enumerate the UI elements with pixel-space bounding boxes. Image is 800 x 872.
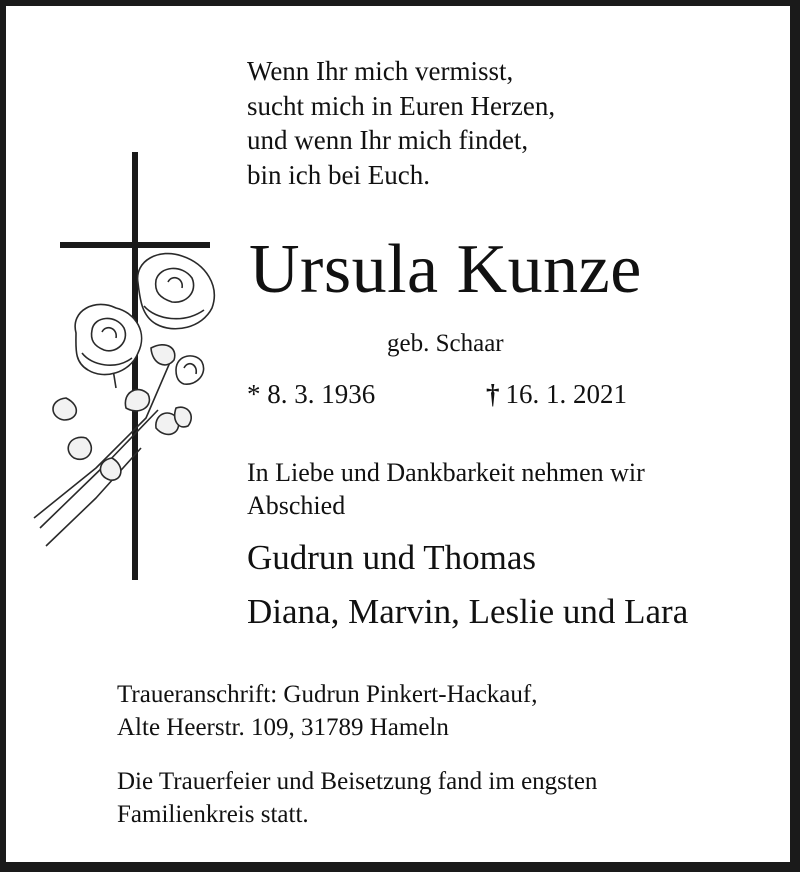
mourning-address xyxy=(117,678,717,744)
death-date-row xyxy=(486,377,627,411)
ceremony-line: Die Trauerfeier und Beisetzung fand im engsten xyxy=(117,768,598,795)
address-line: Traueranschrift: Gudrun Pinkert-Hackauf, xyxy=(117,681,538,708)
address-line: Alte Heerstr. 109, 31789 Hameln xyxy=(117,714,449,741)
family-line: Diana, Marvin, Leslie und Lara xyxy=(247,592,689,631)
cross-with-roses-emblem xyxy=(26,148,226,588)
poem-line: bin ich bei Euch. xyxy=(247,159,430,190)
ceremony-line: Familienkreis statt. xyxy=(117,801,309,828)
ceremony-note xyxy=(117,765,777,831)
obituary-card xyxy=(4,4,792,864)
death-date: 16. 1. 2021 xyxy=(505,379,627,409)
farewell-text xyxy=(247,456,747,522)
poem-line: Wenn Ihr mich vermisst, xyxy=(247,56,514,86)
farewell-line: Abschied xyxy=(247,491,346,520)
poem-line: sucht mich in Euren Herzen, xyxy=(247,90,556,121)
poem-line: und wenn Ihr mich findet, xyxy=(247,125,529,155)
roses-icon xyxy=(34,254,214,546)
family-line: Gudrun und Thomas xyxy=(247,538,537,577)
maiden-name: geb. Schaar xyxy=(387,330,504,357)
birth-date: * 8. 3. 1936 xyxy=(247,379,376,409)
farewell-line: In Liebe und Dankbarkeit nehmen wir xyxy=(247,458,645,487)
poem xyxy=(247,54,555,192)
deceased-name: Ursula Kunze xyxy=(249,231,642,308)
dagger-icon: † xyxy=(486,379,500,409)
